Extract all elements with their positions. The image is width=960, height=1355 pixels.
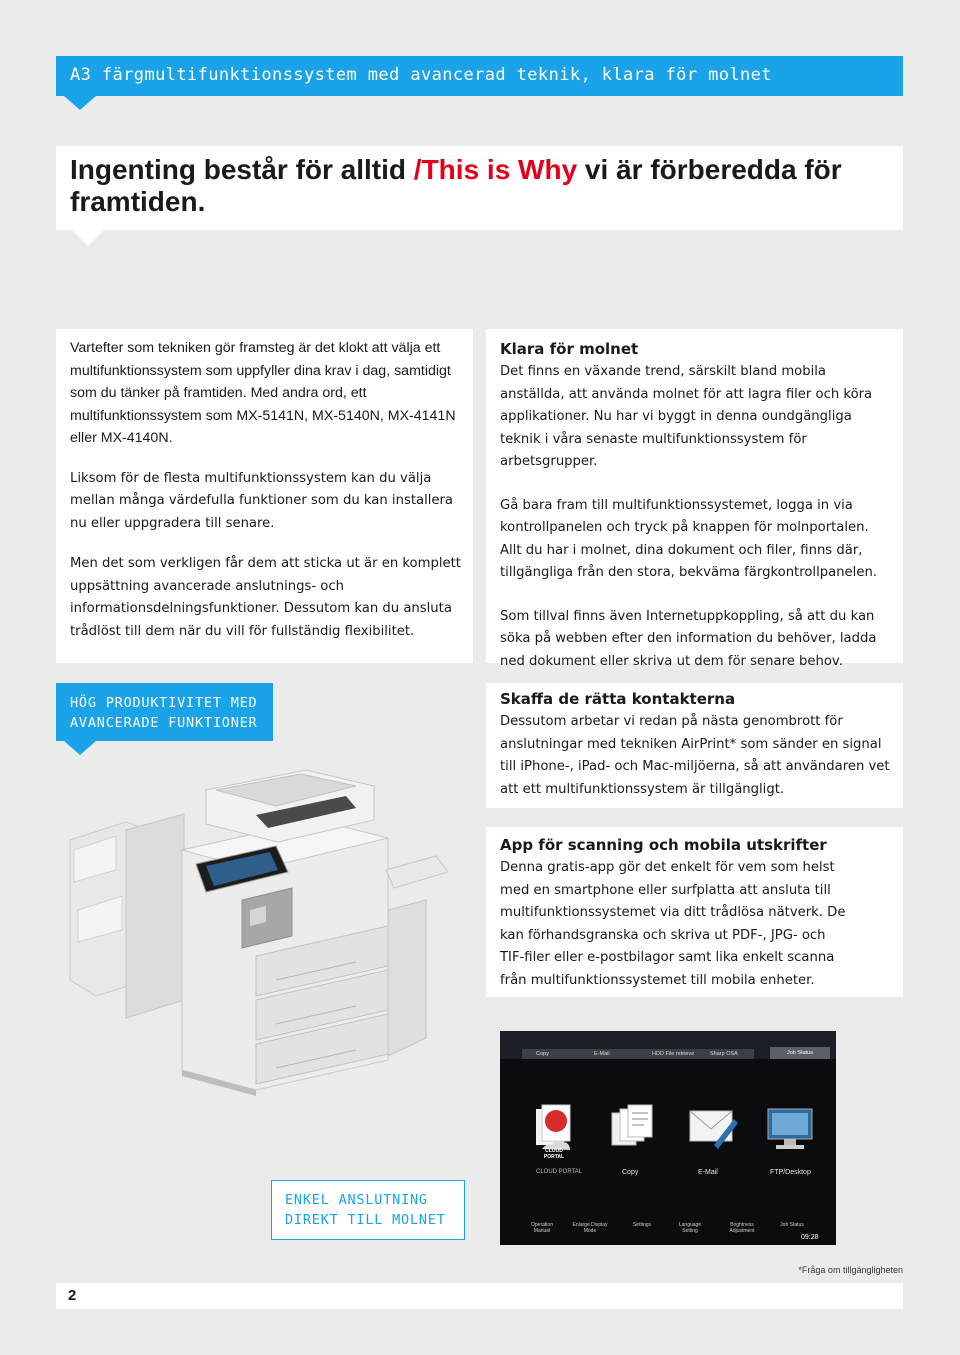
cloud-tag-line1: ENKEL ANSLUTNING <box>285 1192 428 1208</box>
intro-paragraph-1: Vartefter som tekniken gör framsteg är det klokt att välja ett multifunktionssystem som uppfyller dina krav i dag, samtidigt som du tänker på framtiden. Med andra ord, ett multifunktionssystem som MX-5141N, MX-5140N, MX-4141N eller MX-4140N. <box>70 340 456 446</box>
page-title <box>70 154 870 218</box>
printer-image <box>56 760 476 1110</box>
cloud-paragraph-2: Gå bara fram till multifunktionssystemet, logga in via kontrollpanelen och tryck på knappen för molnportalen. Allt du har i molnet, dina dokument och filer, finns där, tillgängliga från den stora, bekväma färgkontrollpanelen. <box>500 497 877 580</box>
page-number: 2 <box>68 1287 77 1304</box>
top-banner <box>56 56 903 96</box>
screen-job-status[interactable]: Job Status <box>770 1047 830 1059</box>
footnote: *Fråga om tillgängligheten <box>798 1265 903 1275</box>
headline-part2: vi är förberedda för framtiden. <box>70 154 842 217</box>
copy-icon <box>604 1101 662 1167</box>
cloud-tag-line2: DIREKT TILL MOLNET <box>285 1212 446 1228</box>
screen-tile-email[interactable] <box>684 1101 742 1167</box>
headline-accent: /This is Why <box>413 154 578 185</box>
cloud-tag <box>271 1180 465 1240</box>
screen-operation-manual[interactable]: Operation Manual <box>531 1222 553 1234</box>
screen-tile-copy-label: Copy <box>622 1169 639 1176</box>
screen-tile-ftp-label: FTP/Desktop <box>770 1169 811 1176</box>
screen-tile-email-label: E-Mail <box>698 1169 718 1176</box>
cloud-paragraph-3: Som tillval finns även Internetuppkoppling, så att du kan söka på webben efter den information du behöver, ladda ned dokument eller skriva ut dem för senare behov. <box>500 608 877 669</box>
app-heading: App för scanning och mobila utskrifter <box>500 836 827 854</box>
desktop-icon <box>762 1101 820 1167</box>
screen-clock: 09:28 <box>801 1234 819 1241</box>
productivity-tag-line2: AVANCERADE FUNKTIONER <box>70 715 258 731</box>
screen-tile-cloud-label: CLOUD PORTAL <box>536 1169 583 1175</box>
screen-settings[interactable]: Settings <box>632 1222 652 1228</box>
intro-panel <box>56 329 473 663</box>
cloud-tile-inner-text: CLOUD PORTAL <box>543 1148 565 1160</box>
cloud-paragraph-1: Det finns en växande trend, särskilt bland mobila anställda, att använda molnet för att lagra filer och köra applikationer. Nu har vi byggt in denna oundgängliga teknik i våra senaste multifunktionssystem för arbetsgrupper. <box>500 364 873 469</box>
productivity-tag <box>56 683 273 741</box>
screen-language-setting[interactable]: Language Setting <box>678 1222 702 1234</box>
screen-tile-copy[interactable] <box>604 1101 662 1167</box>
productivity-tag-line1: HÖG PRODUKTIVITET MED <box>70 695 258 711</box>
screen-job-status-bottom[interactable]: Job Status <box>780 1222 804 1228</box>
screen-tab-sharp-osa[interactable]: Sharp OSA <box>696 1049 754 1059</box>
email-icon <box>684 1101 742 1167</box>
intro-paragraph-2: Liksom för de flesta multifunktionssystem kan du välja mellan många värdefulla funktioner som du kan installera nu eller uppgradera till senare. <box>70 470 454 531</box>
screen-tab-copy[interactable]: Copy <box>522 1049 580 1059</box>
headline-part1: Ingenting består för alltid <box>70 154 414 185</box>
control-panel-screen <box>500 1031 836 1245</box>
banner-notch <box>64 96 96 110</box>
app-body: Denna gratis-app gör det enkelt för vem som helst med en smartphone eller surfplatta att ansluta till multifunktionssystemet via ditt trådlösa nätverk. De kan förhandsgranska och skriva ut PDF-, JPG- och TIF-filer eller e-postbilagor samt lika enkelt scanna från multifunktionssystemet till mobila enheter. <box>500 860 846 988</box>
contacts-panel <box>486 683 903 808</box>
screen-brightness[interactable]: Brightness Adjustment <box>729 1222 755 1234</box>
contacts-body: Dessutom arbetar vi redan på nästa genombrott för anslutningar med tekniken AirPrint* som sänder en signal till iPhone-, iPad- och Mac-miljöerna, så att användaren vet att ett multifunktionssystem är tillgängligt. <box>500 714 890 797</box>
page-number-bar <box>56 1283 903 1309</box>
screen-tab-email[interactable]: E-Mail <box>580 1049 638 1059</box>
screen-enlarge-display[interactable]: Enlarge Display Mode <box>572 1222 608 1234</box>
cloud-panel <box>486 329 903 669</box>
intro-paragraph-3: Men det som verkligen får dem att sticka ut är en komplett uppsättning avancerade anslutnings- och informationsdelningsfunktioner. Dessutom kan du ansluta trådlöst till dem när du vill för fullständig flexibilitet. <box>70 556 461 639</box>
productivity-tag-notch <box>64 741 96 755</box>
screen-tile-ftp-desktop[interactable] <box>762 1101 820 1167</box>
headline-box <box>56 146 903 230</box>
cloud-heading: Klara för molnet <box>500 340 639 358</box>
printer-illustration <box>56 760 476 1110</box>
app-panel <box>486 827 903 997</box>
headline-notch <box>72 230 104 246</box>
screen-tab-hdd[interactable]: HDD File retrieve <box>638 1049 696 1059</box>
contacts-heading: Skaffa de rätta kontakterna <box>500 690 736 708</box>
banner-title: A3 färgmultifunktionssystem med avancerad teknik, klara för molnet <box>70 65 772 85</box>
